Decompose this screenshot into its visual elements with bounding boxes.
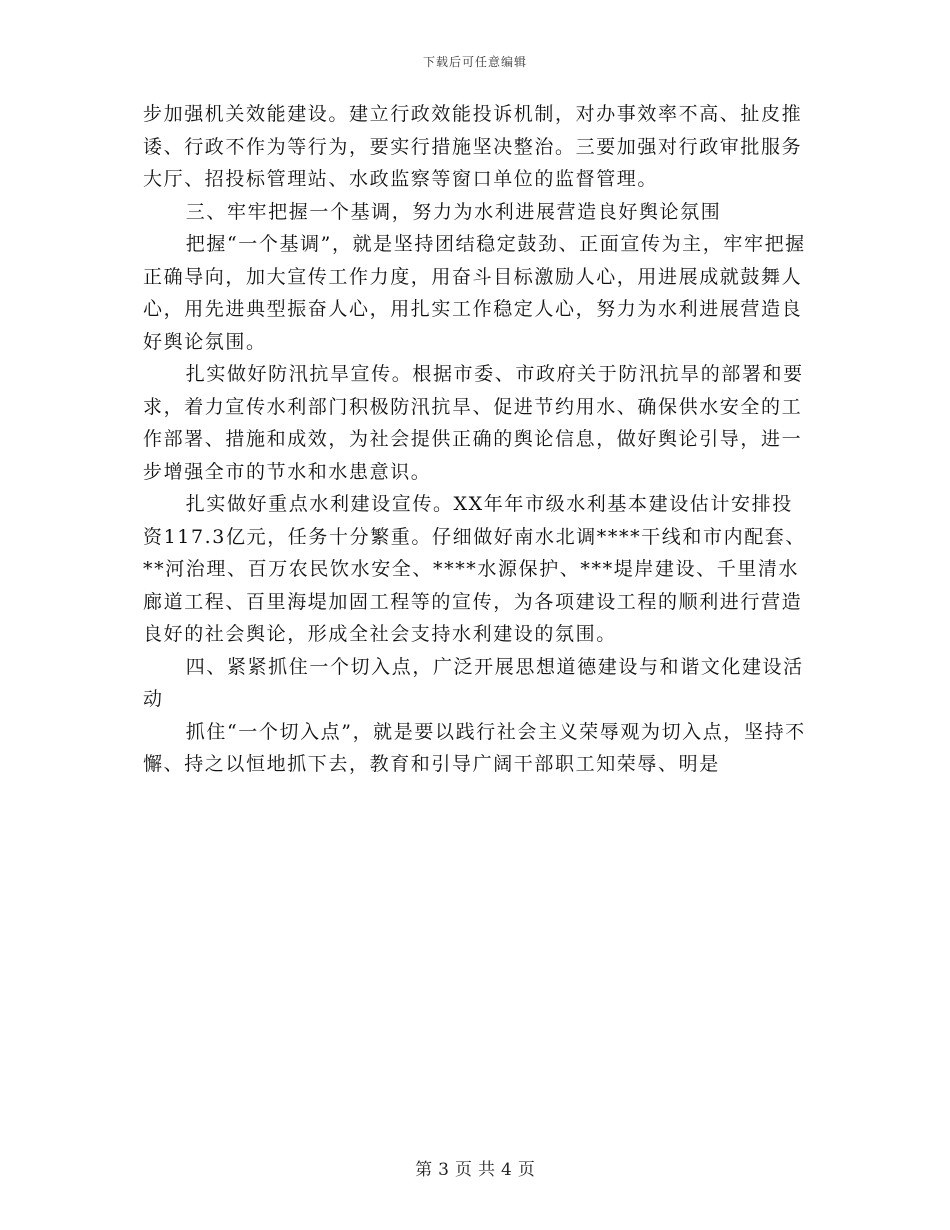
section-heading-four: 四、紧紧抓住一个切入点，广泛开展思想道德建设与和谐文化建设活动 bbox=[143, 655, 804, 710]
page-mid: 页 bbox=[455, 1160, 472, 1180]
page-total: 4 bbox=[501, 1160, 512, 1180]
paragraph-entry-point: 抓住“一个切入点”，就是要以践行社会主义荣辱观为切入点，坚持不懈、持之以恒地抓下去，教育和引导广阔干部职工知荣辱、明是 bbox=[143, 720, 806, 775]
paragraph-continuation: 步加强机关效能建设。建立行政效能投诉机制，对办事效率不高、扯皮推诿、行政不作为等行为，要实行措施坚决整治。三要加强对行政审批服务大厅、招投标管理站、水政监察等窗口单位的监督管理。 bbox=[143, 103, 803, 190]
paragraph-keynote: 把握“一个基调”，就是坚持团结稳定鼓劲、正面宣传为主，牢牢把握正确导向，加大宣传工作力度，用奋斗目标激励人心，用进展成就鼓舞人心，用先进典型振奋人心，用扎实工作稳定人心，努力为水利进展营造良好舆论氛围。 bbox=[143, 233, 806, 353]
page-number bbox=[0, 1155, 950, 1180]
paragraph-construction-publicity: 扎实做好重点水利建设宣传。XX年年市级水利基本建设估计安排投资117.3亿元，任务十分繁重。仔细做好南水北调****干线和市内配套、**河治理、百万农民饮水安全、****水源保护、***堤岸建设、千里清水廊道工程、百里海堤加固工程等的宣传，为各项建设工程的顺利进行营造良好的社会舆论，形成全社会支持水利建设的氛围。 bbox=[143, 493, 806, 645]
page-prefix: 第 bbox=[415, 1160, 433, 1180]
page-current: 3 bbox=[438, 1160, 449, 1180]
page-total-prefix: 共 bbox=[478, 1160, 495, 1180]
paragraph-flood-publicity: 扎实做好防汛抗旱宣传。根据市委、市政府关于防汛抗旱的部署和要求，着力宣传水利部门积极防汛抗旱、促进节约用水、确保供水安全的工作部署、措施和成效，为社会提供正确的舆论信息，做好舆论引导，进一步增强全市的节水和水患意识。 bbox=[143, 363, 804, 483]
section-heading-three: 三、牢牢把握一个基调，努力为水利进展营造良好舆论氛围 bbox=[185, 200, 722, 223]
header-note: 下载后可任意编辑 bbox=[422, 55, 527, 69]
page-suffix: 页 bbox=[517, 1160, 535, 1180]
document-body bbox=[143, 98, 807, 781]
